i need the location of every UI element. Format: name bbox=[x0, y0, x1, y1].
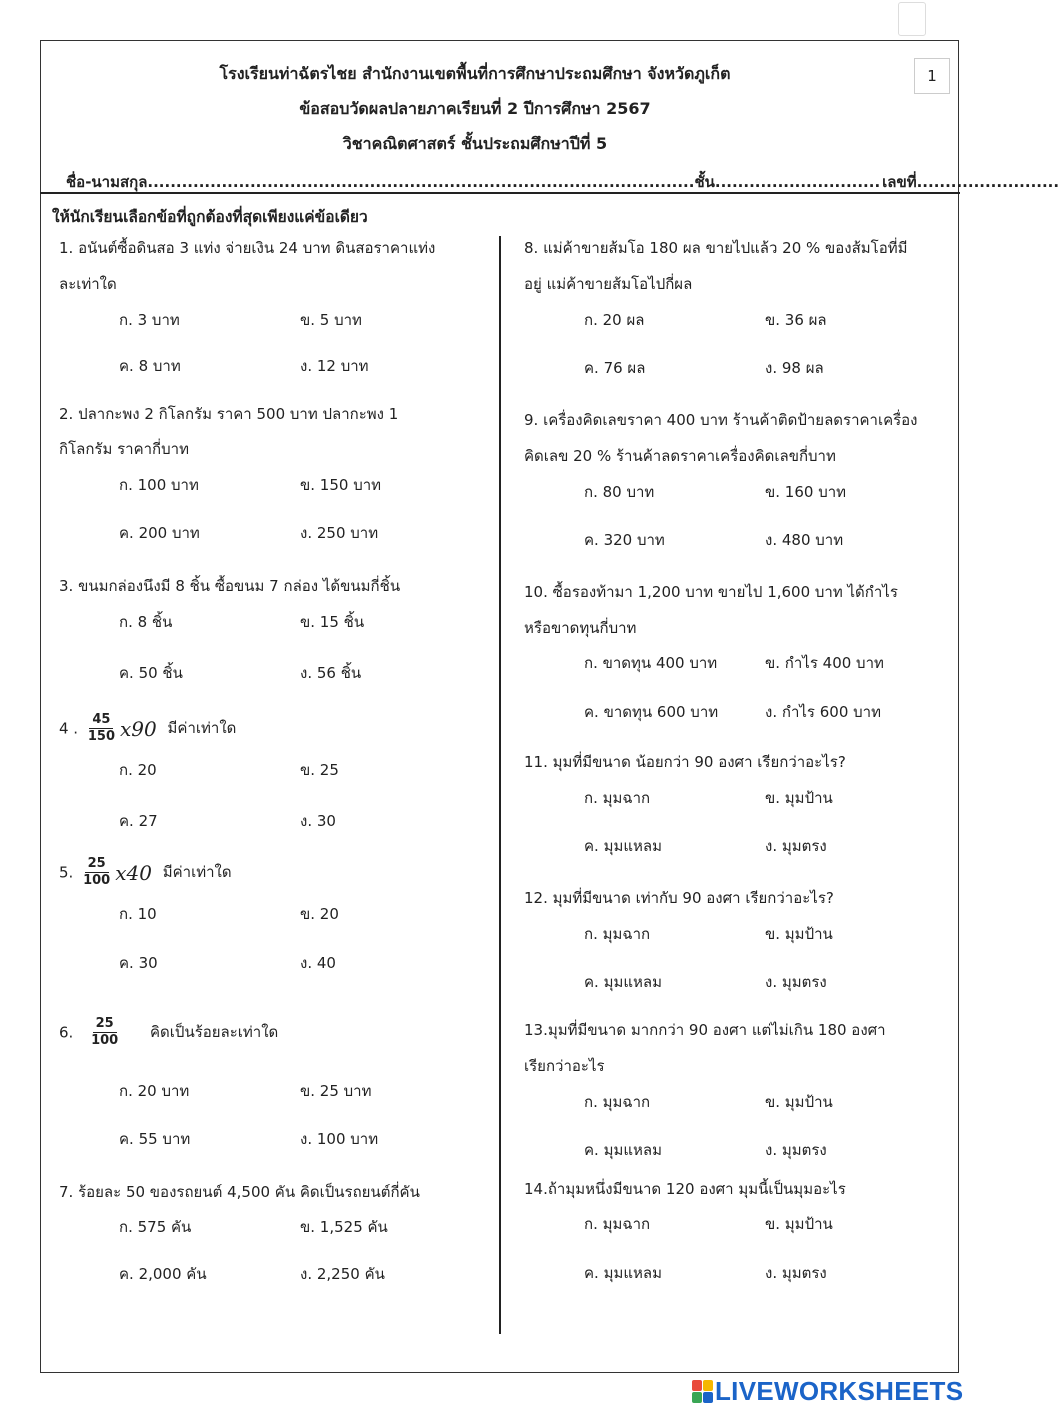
choice-a[interactable]: ก. 10 bbox=[119, 905, 157, 923]
choice-c[interactable]: ค. 8 บาท bbox=[119, 357, 181, 375]
fraction-denominator: 100 bbox=[91, 1033, 119, 1049]
fraction-numerator: 25 bbox=[93, 1016, 117, 1033]
choice-b[interactable]: ข. 15 ชิ้น bbox=[300, 613, 365, 631]
subject-title: วิชาคณิตศาสตร์ ชั้นประถมศึกษาปีที่ 5 bbox=[342, 134, 608, 153]
choice-c[interactable]: ค. 200 บาท bbox=[119, 524, 200, 542]
question-text: 8. แม่ค้าขายส้มโอ 180 ผล ขายไปแล้ว 20 % ของส้มโอที่มี bbox=[524, 239, 908, 257]
choice-b[interactable]: ข. มุมป้าน bbox=[765, 1093, 833, 1111]
student-info-line bbox=[66, 170, 1059, 194]
choice-a[interactable]: ก. 80 บาท bbox=[584, 483, 655, 501]
question-text: 13.มุมที่มีขนาด มากกว่า 90 องศา แต่ไม่เกิน 180 องศา bbox=[524, 1021, 886, 1039]
choice-d[interactable]: ง. มุมตรง bbox=[765, 1264, 827, 1282]
question-text: กิโลกรัม ราคากี่บาท bbox=[59, 440, 189, 458]
question-text bbox=[59, 712, 236, 746]
choice-c[interactable]: ค. 50 ชิ้น bbox=[119, 664, 183, 682]
fraction bbox=[88, 1016, 121, 1050]
choice-d[interactable]: ง. มุมตรง bbox=[765, 973, 827, 991]
choice-d[interactable]: ง. 250 บาท bbox=[300, 524, 379, 542]
brand-name: LIVEWORKSHEETS bbox=[715, 1375, 964, 1406]
class-field[interactable]: ชั้น............................. bbox=[694, 173, 881, 191]
question-text bbox=[59, 856, 232, 890]
choice-d[interactable]: ง. 56 ชิ้น bbox=[300, 664, 362, 682]
question-text bbox=[59, 1016, 278, 1050]
choice-d[interactable]: ง. 40 bbox=[300, 954, 336, 972]
choice-b[interactable]: ข. 1,525 คัน bbox=[300, 1218, 388, 1236]
question-text: 11. มุมที่มีขนาด น้อยกว่า 90 องศา เรียกว่าอะไร? bbox=[524, 753, 846, 771]
choice-d[interactable]: ง. 30 bbox=[300, 812, 336, 830]
choice-b[interactable]: ข. 20 bbox=[300, 905, 339, 923]
choice-a[interactable]: ก. มุมฉาก bbox=[584, 1093, 651, 1111]
choice-c[interactable]: ค. มุมแหลม bbox=[584, 973, 662, 991]
question-text: ละเท่าใด bbox=[59, 275, 117, 293]
fraction-denominator: 100 bbox=[83, 873, 111, 889]
corner-box bbox=[898, 2, 926, 36]
question-text: 12. มุมที่มีขนาด เท่ากับ 90 องศา เรียกว่าอะไร? bbox=[524, 889, 834, 907]
choice-a[interactable]: ก. มุมฉาก bbox=[584, 1215, 651, 1233]
choice-d[interactable]: ง. 480 บาท bbox=[765, 531, 844, 549]
question-text: 10. ซื้อรองท้ามา 1,200 บาท ขายไป 1,600 บาท ได้กำไร bbox=[524, 583, 898, 601]
choice-a[interactable]: ก. มุมฉาก bbox=[584, 789, 651, 807]
question-text: 14.ถ้ามุมหนึ่งมีขนาด 120 องศา มุมนี้เป็นมุมอะไร bbox=[524, 1180, 846, 1198]
question-suffix: คิดเป็นร้อยละเท่าใด bbox=[150, 1023, 279, 1042]
choice-d[interactable]: ง. มุมตรง bbox=[765, 837, 827, 855]
liveworksheets-logo-icon bbox=[692, 1380, 712, 1402]
choice-a[interactable]: ก. 3 บาท bbox=[119, 311, 180, 329]
question-text: 1. อนันต์ซื้อดินสอ 3 แท่ง จ่ายเงิน 24 บาท ดินสอราคาแท่ง bbox=[59, 239, 436, 257]
choice-c[interactable]: ค. 55 บาท bbox=[119, 1130, 191, 1148]
choice-d[interactable]: ง. 98 ผล bbox=[765, 359, 824, 377]
question-text: 2. ปลากะพง 2 กิโลกรัม ราคา 500 บาท ปลากะพง 1 bbox=[59, 405, 399, 423]
choice-a[interactable]: ก. 20 ผล bbox=[584, 311, 645, 329]
fraction bbox=[85, 712, 118, 746]
choice-a[interactable]: ก. มุมฉาก bbox=[584, 925, 651, 943]
choice-c[interactable]: ค. 2,000 คัน bbox=[119, 1265, 207, 1283]
choice-b[interactable]: ข. กำไร 400 บาท bbox=[765, 654, 884, 672]
exam-title: ข้อสอบวัดผลปลายภาคเรียนที่ 2 ปีการศึกษา 2567 bbox=[299, 99, 651, 118]
question-suffix: มีค่าเท่าใด bbox=[167, 719, 237, 738]
choice-c[interactable]: ค. 27 bbox=[119, 812, 158, 830]
question-suffix: มีค่าเท่าใด bbox=[162, 863, 232, 882]
choice-d[interactable]: ง. กำไร 600 บาท bbox=[765, 703, 881, 721]
name-field[interactable]: ชื่อ-นามสกุล................................................................................................ bbox=[66, 173, 695, 191]
choice-c[interactable]: ค. 30 bbox=[119, 954, 158, 972]
question-text: 3. ขนมกล่องนึงมี 8 ชิ้น ซื้อขนม 7 กล่อง ได้ขนมกี่ชิ้น bbox=[59, 577, 401, 595]
choice-a[interactable]: ก. 20 bbox=[119, 761, 157, 779]
choice-b[interactable]: ข. 25 บาท bbox=[300, 1082, 372, 1100]
math-expression: x40 bbox=[115, 860, 152, 885]
choice-b[interactable]: ข. 5 บาท bbox=[300, 311, 362, 329]
choice-a[interactable]: ก. 8 ชิ้น bbox=[119, 613, 173, 631]
math-expression: x90 bbox=[120, 716, 157, 741]
question-number: 6. bbox=[59, 1023, 74, 1042]
choice-d[interactable]: ง. มุมตรง bbox=[765, 1141, 827, 1159]
column-divider bbox=[499, 236, 501, 1334]
choice-b[interactable]: ข. มุมป้าน bbox=[765, 1215, 833, 1233]
number-field[interactable]: เลขที่......................... bbox=[882, 173, 1059, 191]
choice-b[interactable]: ข. 25 bbox=[300, 761, 339, 779]
choice-b[interactable]: ข. มุมป้าน bbox=[765, 789, 833, 807]
choice-a[interactable]: ก. 575 คัน bbox=[119, 1218, 192, 1236]
choice-d[interactable]: ง. 2,250 คัน bbox=[300, 1265, 385, 1283]
choice-a[interactable]: ก. 100 บาท bbox=[119, 476, 199, 494]
choice-b[interactable]: ข. 36 ผล bbox=[765, 311, 827, 329]
choice-c[interactable]: ค. 76 ผล bbox=[584, 359, 646, 377]
choice-b[interactable]: ข. มุมป้าน bbox=[765, 925, 833, 943]
question-text: อยู่ แม่ค้าขายส้มโอไปกี่ผล bbox=[524, 275, 693, 293]
choice-c[interactable]: ค. 320 บาท bbox=[584, 531, 665, 549]
question-text: คิดเลข 20 % ร้านค้าลดราคาเครื่องคิดเลขกี่บาท bbox=[524, 447, 836, 465]
choice-a[interactable]: ก. 20 บาท bbox=[119, 1082, 190, 1100]
choice-c[interactable]: ค. มุมแหลม bbox=[584, 837, 662, 855]
school-name: โรงเรียนท่าฉัตรไชย สำนักงานเขตพื้นที่การศึกษาประถมศึกษา จังหวัดภูเก็ต bbox=[219, 64, 731, 83]
instruction: ให้นักเรียนเลือกข้อที่ถูกต้องที่สุดเพียงแค่ข้อเดียว bbox=[52, 208, 368, 226]
question-text: 9. เครื่องคิดเลขราคา 400 บาท ร้านค้าติดป้ายลดราคาเครื่อง bbox=[524, 411, 918, 429]
fraction bbox=[80, 856, 113, 890]
fraction-numerator: 45 bbox=[89, 712, 113, 729]
header-divider bbox=[40, 192, 960, 194]
question-text: เรียกว่าอะไร bbox=[524, 1057, 605, 1075]
choice-b[interactable]: ข. 150 บาท bbox=[300, 476, 382, 494]
fraction-denominator: 150 bbox=[87, 729, 116, 745]
choice-c[interactable]: ค. มุมแหลม bbox=[584, 1141, 662, 1159]
question-number: 5. bbox=[59, 863, 74, 882]
question-number: 4 . bbox=[59, 719, 79, 738]
choice-a[interactable]: ก. ขาดทุน 400 บาท bbox=[584, 654, 718, 672]
choice-c[interactable]: ค. มุมแหลม bbox=[584, 1264, 662, 1282]
page-number: 1 bbox=[914, 58, 950, 94]
choice-c[interactable]: ค. ขาดทุน 600 บาท bbox=[584, 703, 719, 721]
liveworksheets-brand[interactable] bbox=[692, 1376, 963, 1406]
choice-b[interactable]: ข. 160 บาท bbox=[765, 483, 847, 501]
fraction-numerator: 25 bbox=[85, 856, 109, 873]
question-text: หรือขาดทุนกี่บาท bbox=[524, 619, 637, 637]
question-text: 7. ร้อยละ 50 ของรถยนต์ 4,500 คัน คิดเป็นรถยนต์กี่คัน bbox=[59, 1183, 420, 1201]
choice-d[interactable]: ง. 12 บาท bbox=[300, 357, 369, 375]
choice-d[interactable]: ง. 100 บาท bbox=[300, 1130, 379, 1148]
